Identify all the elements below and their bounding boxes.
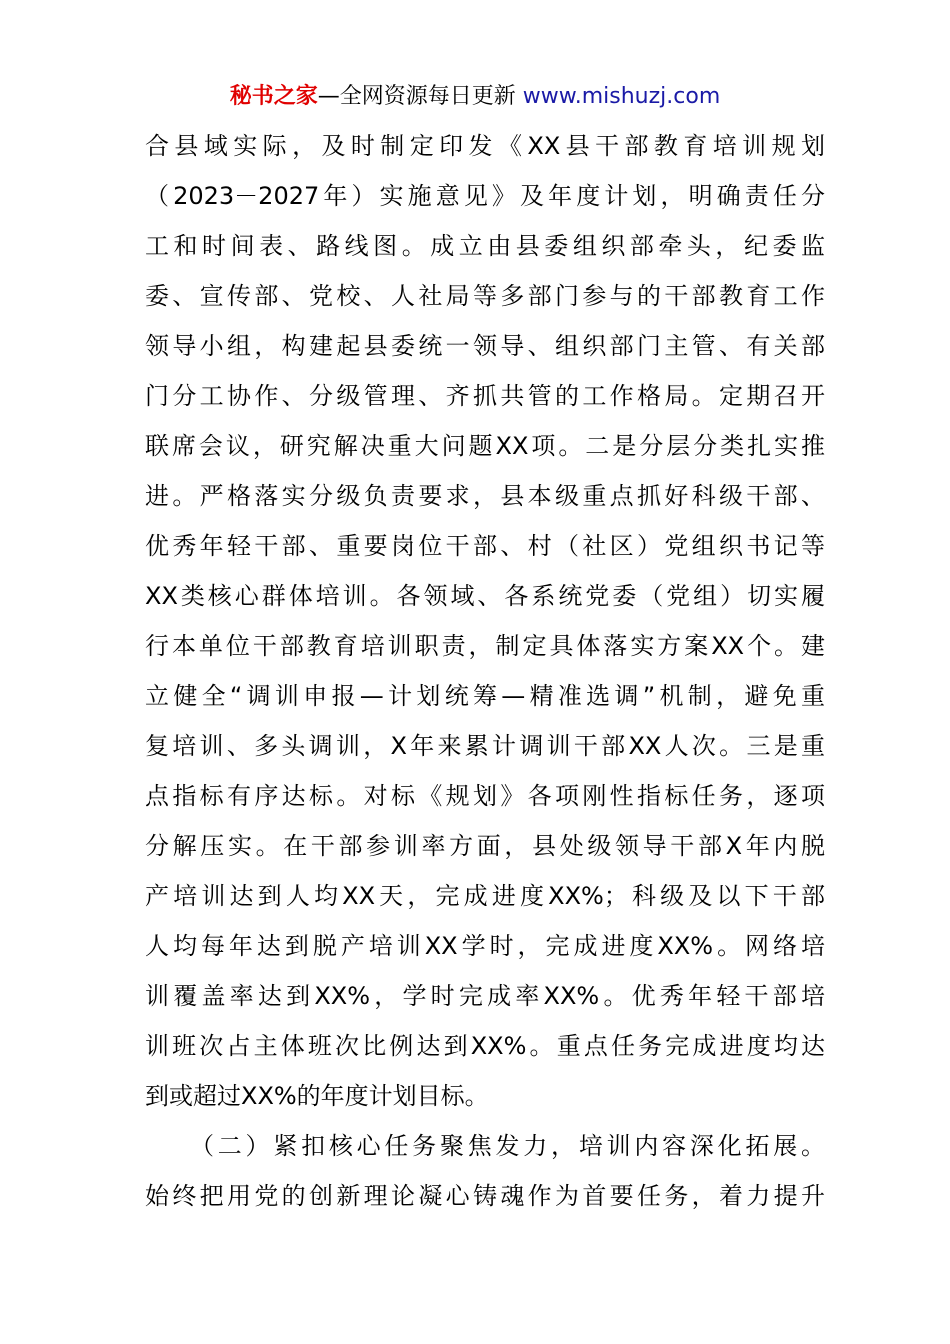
- text-line: 合县域实际，及时制定印发《XX县干部教育培训规划: [145, 132, 825, 160]
- text-line: 领导小组，构建起县委统一领导、组织部门主管、有关部: [145, 332, 825, 360]
- header-tagline: —全网资源每日更新: [317, 84, 523, 109]
- site-url-link[interactable]: www.mishuzj.com: [522, 84, 721, 109]
- brand-name: 秘书之家: [229, 84, 318, 109]
- paragraph: [145, 1121, 825, 1221]
- text-line: 进。严格落实分级负责要求，县本级重点抓好科级干部、: [145, 482, 825, 510]
- text-line: 训班次占主体班次比例达到XX%。重点任务完成进度均达: [145, 1032, 825, 1060]
- text-line: 到或超过XX%的年度计划目标。: [145, 1082, 489, 1110]
- text-line: 立健全“调训申报—计划统筹—精准选调”机制，避免重: [145, 682, 825, 710]
- text-line: 行本单位干部教育培训职责，制定具体落实方案XX个。建: [145, 632, 825, 660]
- site-header: [0, 80, 950, 114]
- section-heading: （二）紧扣核心任务聚焦发力，培训内容深化拓展。: [190, 1132, 825, 1160]
- text-line: XX类核心群体培训。各领域、各系统党委（党组）切实履: [145, 582, 825, 610]
- text-line: 产培训达到人均XX天，完成进度XX%；科级及以下干部: [145, 882, 825, 910]
- text-line: 委、宣传部、党校、人社局等多部门参与的干部教育工作: [145, 282, 825, 310]
- text-line: 门分工协作、分级管理、齐抓共管的工作格局。定期召开: [145, 382, 825, 410]
- text-line: 复培训、多头调训，X年来累计调训干部XX人次。三是重: [145, 732, 825, 760]
- text-line: 优秀年轻干部、重要岗位干部、村（社区）党组织书记等: [145, 532, 825, 560]
- text-line: 人均每年达到脱产培训XX学时，完成进度XX%。网络培: [145, 932, 825, 960]
- text-line: 训覆盖率达到XX%，学时完成率XX%。优秀年轻干部培: [145, 982, 825, 1010]
- text-line: 分解压实。在干部参训率方面，县处级领导干部X年内脱: [145, 832, 825, 860]
- text-line: （2023－2027年）实施意见》及年度计划，明确责任分: [145, 182, 825, 210]
- text-line: 点指标有序达标。对标《规划》各项刚性指标任务，逐项: [145, 782, 825, 810]
- text-line: 联席会议，研究解决重大问题XX项。二是分层分类扎实推: [145, 432, 825, 460]
- text-line: 工和时间表、路线图。成立由县委组织部牵头，纪委监: [145, 232, 825, 260]
- text-line: 始终把用党的创新理论凝心铸魂作为首要任务，着力提升: [145, 1182, 825, 1210]
- paragraph: [145, 121, 825, 1121]
- document-body: [145, 121, 825, 1221]
